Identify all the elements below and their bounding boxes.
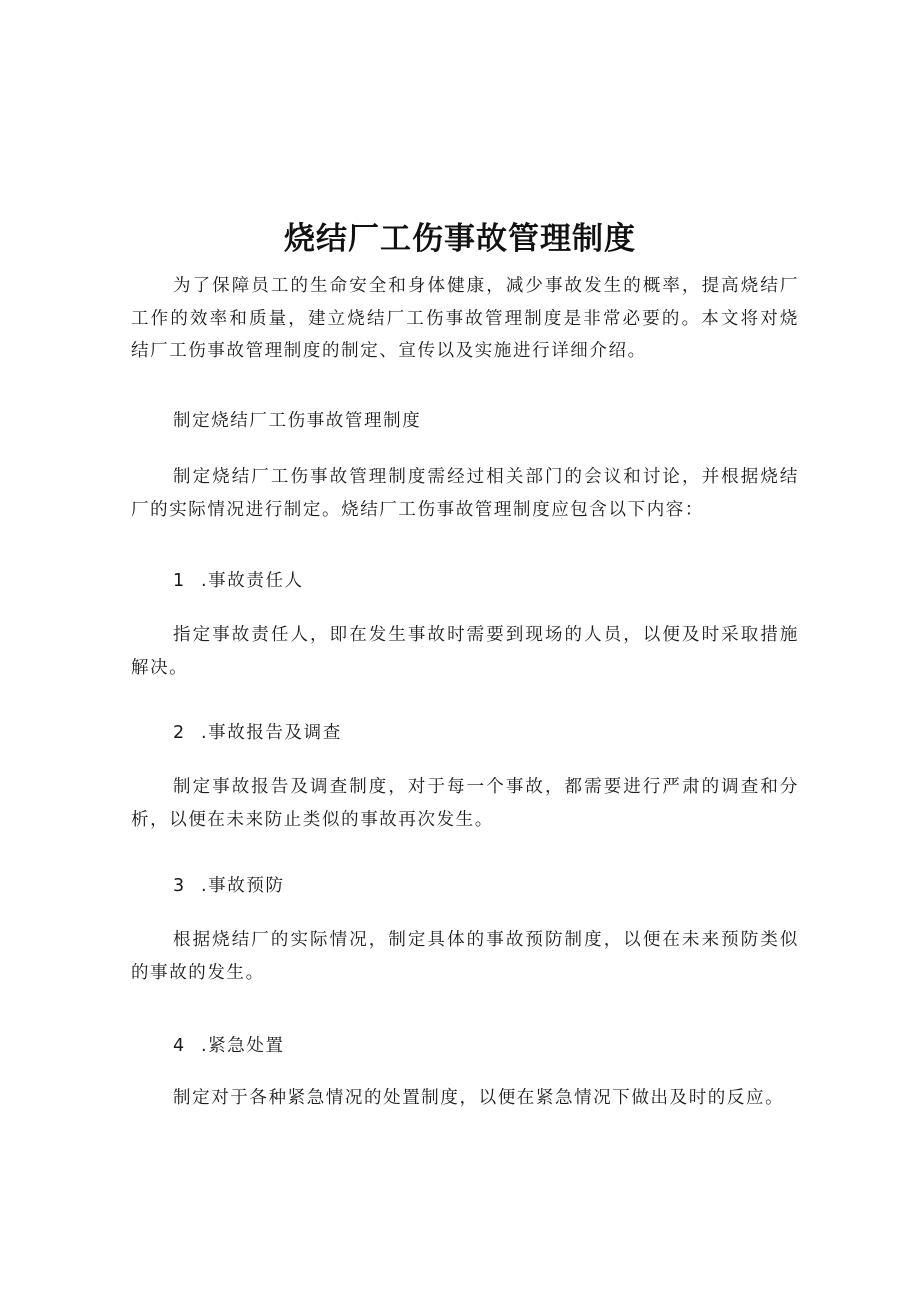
item-heading-1 — [173, 565, 793, 597]
item-body-1: 指定事故责任人，即在发生事故时需要到现场的人员，以便及时采取措施解决。 — [131, 625, 799, 678]
section-body: 制定烧结厂工伤事故管理制度需经过相关部门的会议和讨论，并根据烧结厂的实际情况进行制定。烧结厂工伤事故管理制度应包含以下内容： — [131, 467, 799, 520]
item-number-4: 4 — [173, 1036, 186, 1056]
document-title: 烧结厂工伤事故管理制度 — [284, 221, 636, 257]
item-heading-4 — [173, 1030, 793, 1062]
item-heading-2 — [173, 717, 793, 749]
item-heading-3 — [173, 870, 793, 902]
item-title-2: .事故报告及调查 — [201, 723, 342, 743]
item-body-4: 制定对于各种紧急情况的处置制度，以便在紧急情况下做出及时的反应。 — [173, 1088, 785, 1108]
item-number-3: 3 — [173, 876, 186, 896]
section-heading: 制定烧结厂工伤事故管理制度 — [173, 411, 422, 431]
item-body-2: 制定事故报告及调查制度，对于每一个事故，都需要进行严肃的调查和分析，以便在未来防止类似的事故再次发生。 — [131, 777, 799, 830]
item-number-2: 2 — [173, 723, 186, 743]
item-title-4: .紧急处置 — [201, 1036, 285, 1056]
item-title-1: .事故责任人 — [201, 571, 304, 591]
item-body-3: 根据烧结厂的实际情况，制定具体的事故预防制度，以便在未来预防类似的事故的发生。 — [131, 930, 799, 983]
intro-paragraph: 为了保障员工的生命安全和身体健康，减少事故发生的概率，提高烧结厂工作的效率和质量，建立烧结厂工伤事故管理制度是非常必要的。本文将对烧结厂工伤事故管理制度的制定、宣传以及实施进行详细介绍。 — [131, 276, 799, 361]
item-number-1: 1 — [173, 571, 186, 591]
item-title-3: .事故预防 — [201, 876, 285, 896]
